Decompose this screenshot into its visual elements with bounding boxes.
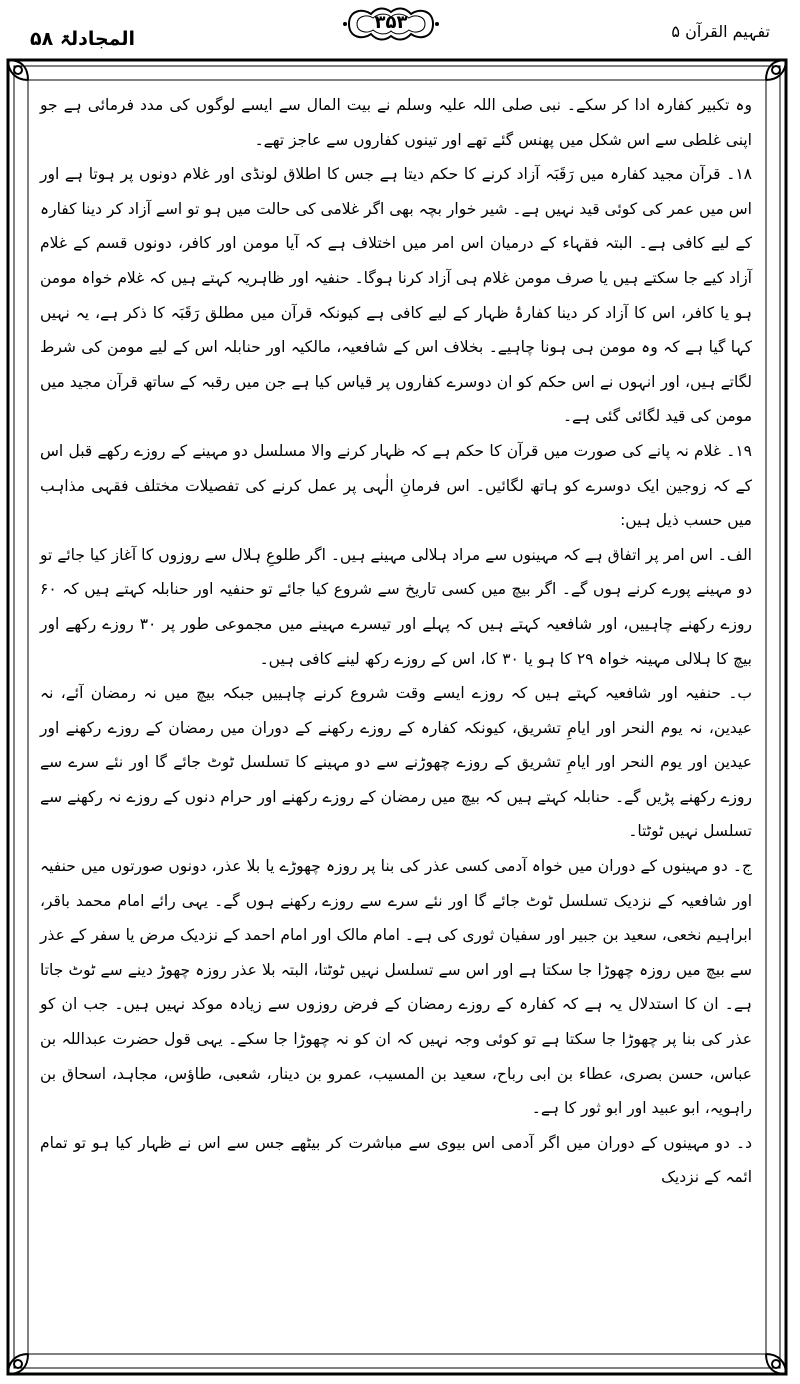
paragraph-jeem: ج۔ دو مہینوں کے دوران میں خواہ آدمی کسی عذر کی بنا پر روزہ چھوڑے یا بلا عذر، دونوں صورتوں میں حنفیہ اور شافعیہ کے نزدیک تسلسل ٹوٹ جائے گا اور نئے سرے سے روزے رکھنے ہوں گے۔ یہی رائے امام محمد باقر، ابراہیم نخعی، سعید بن جبیر اور سفیان ثوری کی ہے۔ امام مالک اور امام احمد کے نزدیک مرض یا سفر کے عذر سے بیچ میں روزہ چھوڑا جا سکتا ہے اور اس سے تسلسل نہیں ٹوٹتا، البتہ بلا عذر روزہ چھوڑ دینے سے ٹوٹ جاتا ہے۔ ان کا استدلال یہ ہے کہ کفارہ کے روزے رمضان کے فرض روزوں سے زیادہ موکد نہیں ہیں۔ جب ان کو عذر کی بنا پر چھوڑا جا سکتا ہے تو کوئی وجہ نہیں کہ ان کو نہ چھوڑا جا سکے۔ یہی قول حضرت عبداللہ بن عباس، حسن بصری، عطاء بن ابی رباح، سعید بن المسیب، عمرو بن دینار، شعبی، طاؤس، مجاہد، اسحاق بن راہویہ، ابو عبید اور ابو ثور کا ہے۔ — [40, 857, 752, 1118]
surah-name: المجادلۃ ۵۸ — [30, 28, 136, 50]
body-text — [40, 88, 752, 1195]
paragraph-daal: د۔ دو مہینوں کے دوران میں اگر آدمی اس بیوی سے مباشرت کر بیٹھے جس سے اس نے ظہار کیا ہو تو تمام ائمہ کے نزدیک — [40, 1133, 752, 1187]
page-number-ornament — [341, 4, 441, 44]
page-number: ۳۵۳ — [374, 12, 408, 33]
paragraph-alif: الف۔ اس امر پر اتفاق ہے کہ مہینوں سے مراد ہلالی مہینے ہیں۔ اگر طلوعِ ہلال سے روزوں کا آغاز کیا جائے تو دو مہینے پورے کرنے ہوں گے۔ اگر بیچ میں کسی تاریخ سے شروع کیا جائے تو حنفیہ اور حنابلہ کہتے ہیں کہ ۶۰ روزے رکھنے چاہییں، اور شافعیہ کہتے ہیں کہ پہلے اور تیسرے مہینے میں مجموعی طور پر ۳۰ روزے رکھے اور بیچ کا ہلالی مہینہ خواہ ۲۹ کا ہو یا ۳۰ کا، اس کے روزے رکھ لینے کافی ہیں۔ — [40, 545, 753, 668]
paragraph-note-19: ۱۹۔ غلام نہ پانے کی صورت میں قرآن کا حکم ہے کہ ظہار کرنے والا مسلسل دو مہینے کے روزے رکھے قبل اس کے کہ زوجین ایک دوسرے کو ہاتھ لگائیں۔ اس فرمانِ الٰہی پر عمل کرنے کی تفصیلات مختلف فقہی مذاہب میں حسب ذیل ہیں: — [40, 441, 752, 530]
paragraph-note-18: ۱۸۔ قرآن مجید کفارہ میں رَقَبَہ آزاد کرنے کا حکم دیتا ہے جس کا اطلاق لونڈی اور غلام دونوں پر ہوتا ہے اور اس میں عمر کی کوئی قید نہیں ہے۔ شیر خوار بچہ بھی اگر غلامی کی حالت میں ہو تو اسے آزاد کر دینا کفارہ کے لیے کافی ہے۔ البتہ فقہاء کے درمیان اس امر میں اختلاف ہے کہ آیا مومن اور کافر، دونوں قسم کے غلام آزاد کیے جا سکتے ہیں یا صرف مومن غلام ہی آزاد کرنا ہوگا۔ حنفیہ اور ظاہریہ کہتے ہیں کہ غلام خواہ مومن ہو یا کافر، اس کا آزاد کر دینا کفارۂ ظہار کے لیے کافی ہے کیونکہ قرآن میں مطلق رَقَبَہ کا ذکر ہے، یہ نہیں کہا گیا ہے کہ وہ مومن ہی ہونا چاہیے۔ بخلاف اس کے شافعیہ، مالکیہ اور حنابلہ اس کے لیے مومن کی شرط لگاتے ہیں، اور انہوں نے اس حکم کو ان دوسرے کفاروں پر قیاس کیا ہے جن میں رقبہ کے ساتھ قرآن مجید میں مومن کی قید لگائی گئی ہے۔ — [40, 165, 752, 426]
paragraph-1: وہ تکبیر کفارہ ادا کر سکے۔ نبی صلی اللہ علیہ وسلم نے بیت المال سے ایسے لوگوں کی مدد فرمائی ہے جو اپنی غلطی سے اس شکل میں پھنس گئے تھے اور تینوں کفاروں سے عاجز تھے۔ — [40, 96, 752, 149]
book-title: تفہیم القرآن ۵ — [671, 22, 770, 41]
paragraph-bay: ب۔ حنفیہ اور شافعیہ کہتے ہیں کہ روزے ایسے وقت شروع کرنے چاہییں جبکہ بیچ میں نہ رمضان آئے، نہ عیدین، نہ یوم النحر اور ایامِ تشریق، کیونکہ کفارہ کے روزے رکھنے کے دوران میں رمضان کے روزے رکھنے اور عیدین اور یوم النحر اور ایامِ تشریق کے روزے چھوڑنے سے دو مہینے کا تسلسل ٹوٹ جائے گا اور نئے سرے سے روزے رکھنے پڑیں گے۔ حنابلہ کہتے ہیں کہ بیچ میں رمضان کے روزے رکھنے اور حرام دنوں کے روزے نہ رکھنے سے تسلسل نہیں ٹوٹتا۔ — [40, 684, 752, 841]
